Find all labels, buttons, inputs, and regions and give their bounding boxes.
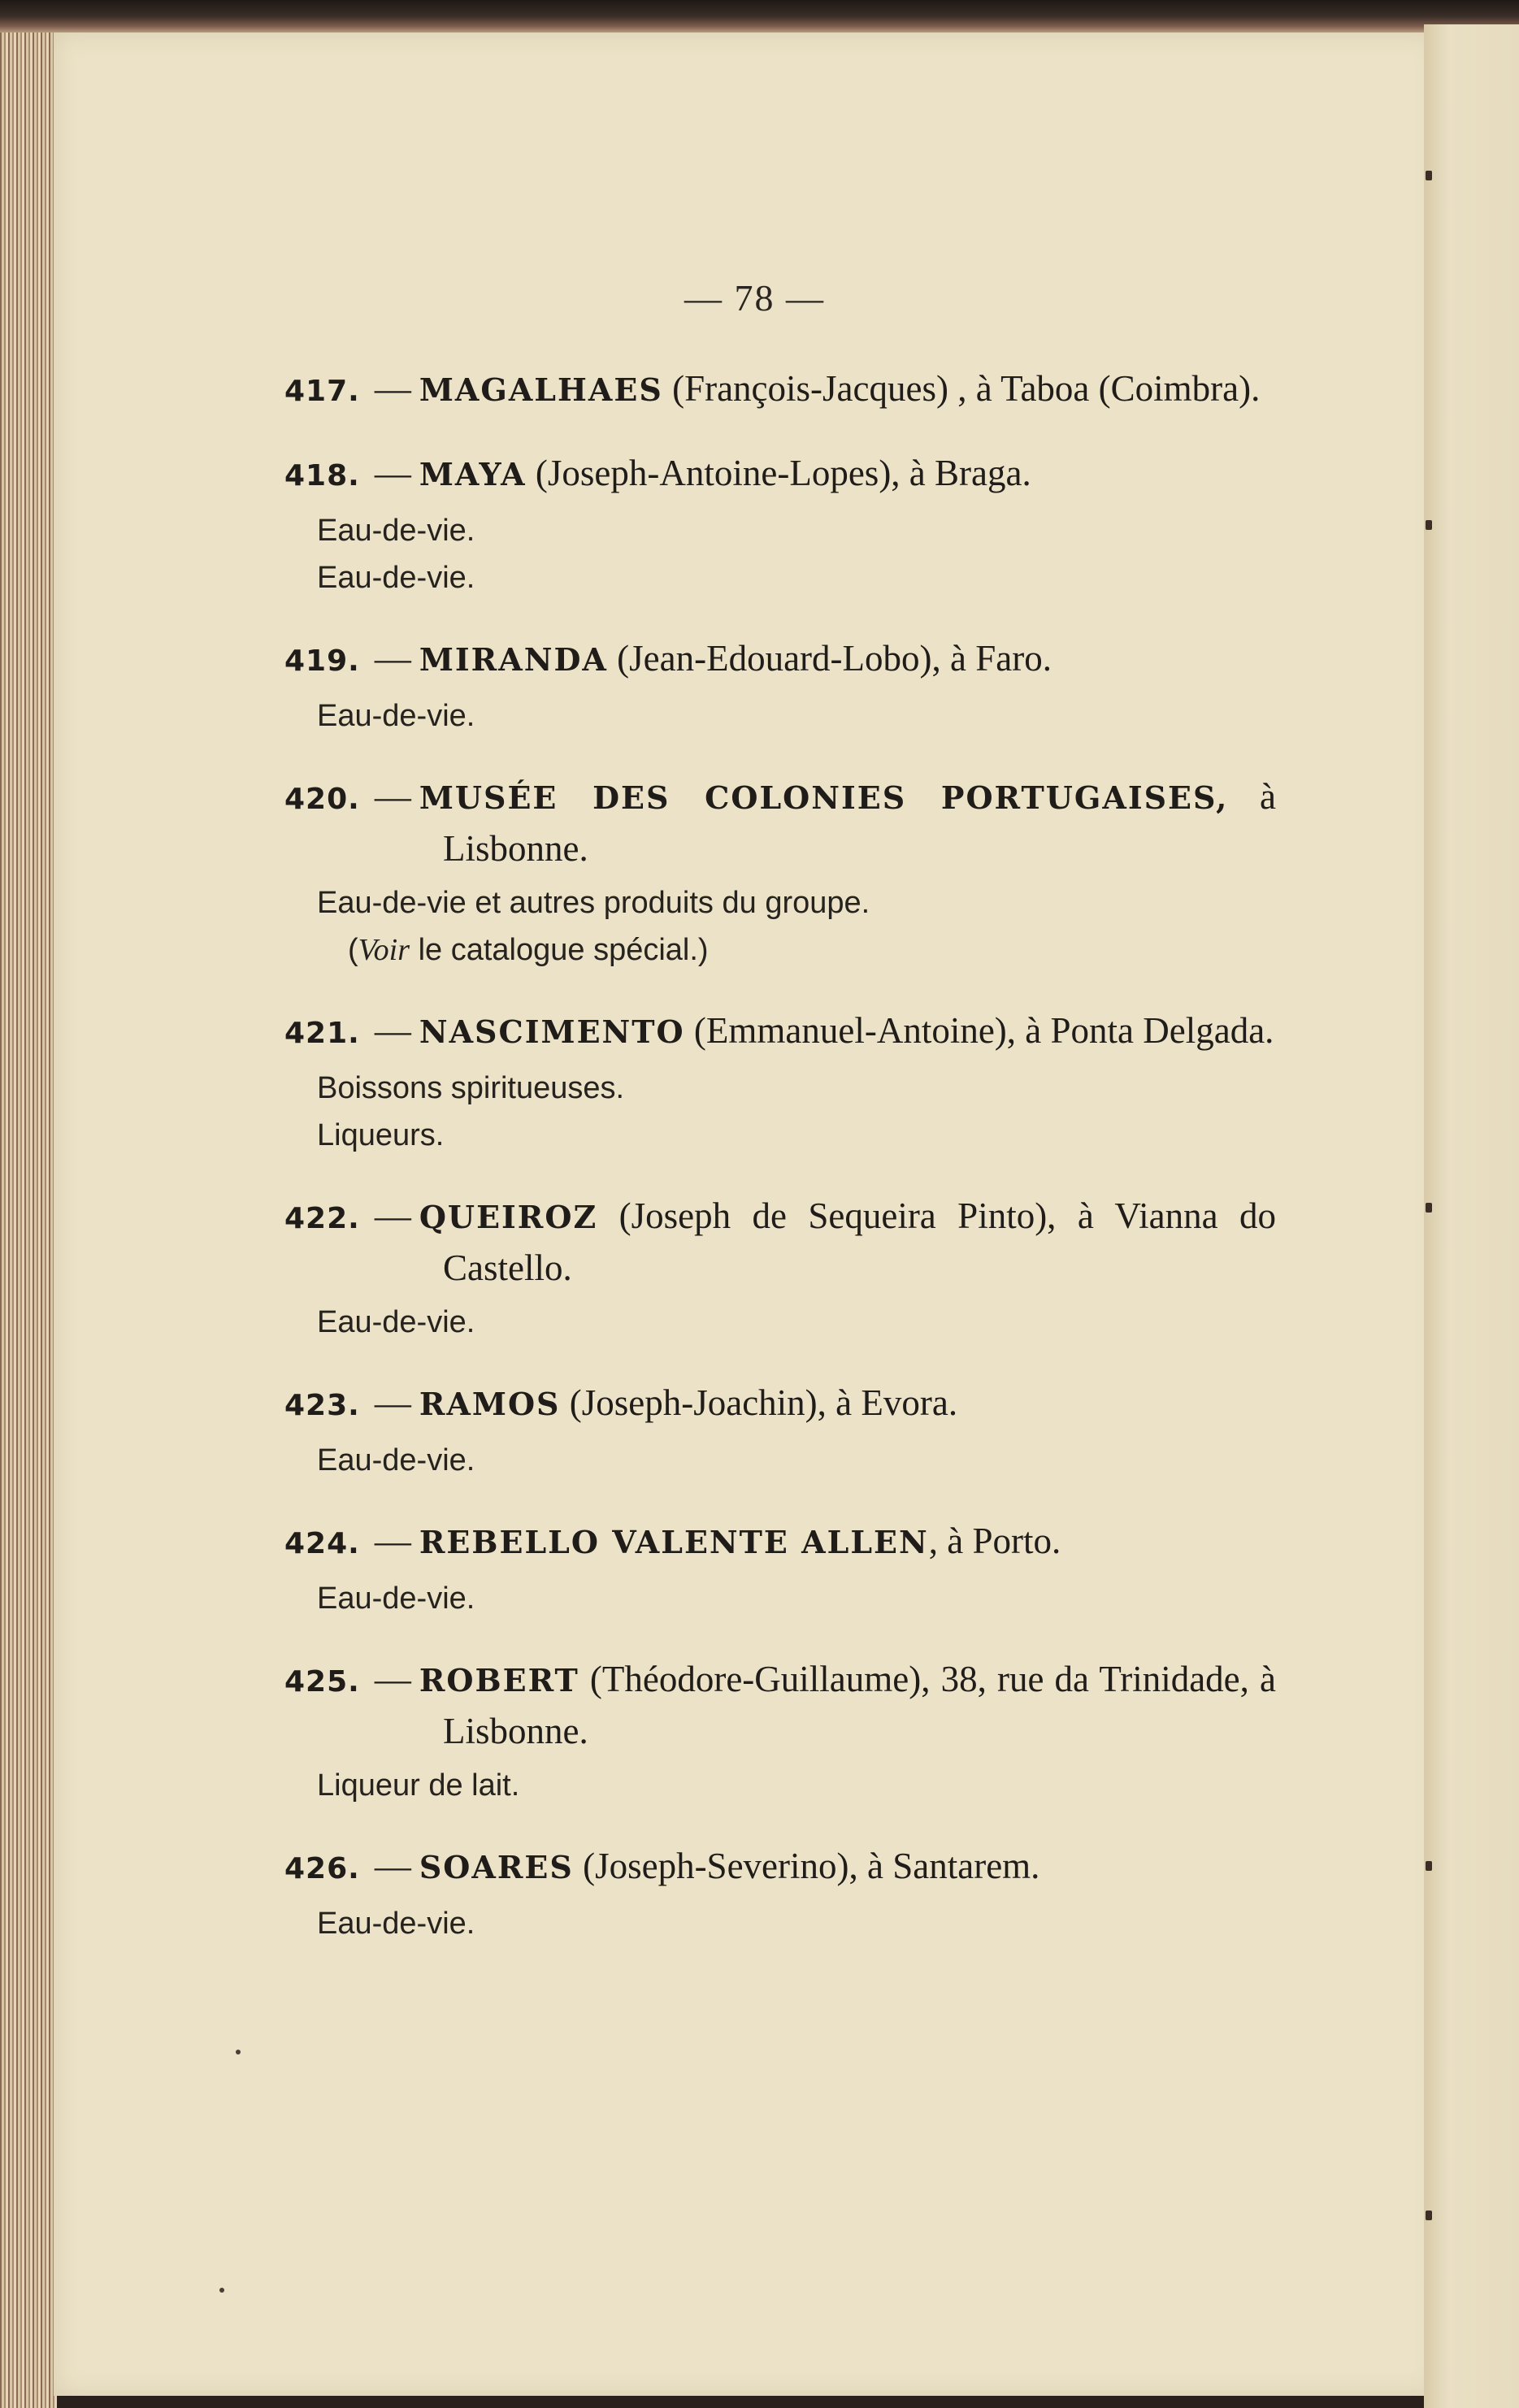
entry-number: 417.: [284, 375, 360, 408]
exhibitor-details: (Joseph-Antoine-Lopes), à Braga.: [526, 453, 1031, 493]
entry-417: [284, 364, 1276, 416]
exhibitor-name: ROBERT: [419, 1662, 579, 1699]
product-line: Liqueur de lait.: [317, 1768, 520, 1803]
entry-heading: 423. — RAMOS (Joseph-Joachin), à Evora.: [284, 1382, 958, 1423]
facing-page-edge: [1424, 24, 1519, 2408]
product-line: Eau-de-vie.: [317, 561, 475, 595]
entry-number: 420.: [284, 783, 360, 816]
entry-heading: 426. — SOARES (Joseph-Severino), à Santarem.: [284, 1846, 1040, 1886]
product-line: Eau-de-vie.: [317, 1443, 475, 1477]
ink-speck: [219, 2288, 224, 2293]
product-line: Eau-de-vie.: [317, 1581, 475, 1616]
entry-heading: 417. — MAGALHAES (François-Jacques) , à Taboa (Coimbra).: [284, 368, 1261, 409]
product-line: Eau-de-vie.: [317, 514, 475, 548]
exhibitor-details: (Joseph de Sequeira Pinto), à Vianna do Castello.: [443, 1195, 1276, 1288]
entry-425: [284, 1655, 1276, 1809]
entry-number: 425.: [284, 1665, 360, 1699]
entry-number: 419.: [284, 644, 360, 678]
entry-number: 422.: [284, 1202, 360, 1235]
entry-424: [284, 1516, 1276, 1622]
entry-list: [284, 364, 1276, 1980]
catalogue-note: (Voir le catalogue spécial.): [348, 933, 709, 967]
exhibitor-name: MAGALHAES: [419, 371, 663, 408]
product-line: Boissons spiritueuses.: [317, 1071, 625, 1105]
entry-number: 426.: [284, 1852, 360, 1885]
exhibitor-name: QUEIROZ: [419, 1199, 598, 1235]
entry-422: [284, 1191, 1276, 1346]
product-line: Eau-de-vie.: [317, 1907, 475, 1941]
entry-number: 418.: [284, 459, 360, 492]
product-line: Eau-de-vie.: [317, 1305, 475, 1339]
exhibitor-details: , à Porto.: [928, 1521, 1061, 1561]
voir-italic: Voir: [358, 933, 410, 967]
page-stack-edge: [0, 33, 57, 2408]
exhibitor-name: NASCIMENTO: [419, 1013, 685, 1050]
exhibitor-name: MAYA: [419, 456, 527, 492]
entry-number: 423.: [284, 1389, 360, 1422]
exhibitor-name: SOARES: [419, 1849, 574, 1885]
entry-420: [284, 772, 1276, 974]
exhibitor-details: (Théodore-Guillaume), 38, rue da Trinidade, à Lisbonne.: [443, 1659, 1276, 1751]
exhibitor-name: MUSÉE DES COLONIES PORTUGAISES,: [419, 779, 1229, 816]
entry-number: 424.: [284, 1527, 360, 1560]
entry-418: [284, 449, 1276, 601]
exhibitor-name: RAMOS: [419, 1386, 561, 1422]
entry-421: [284, 1006, 1276, 1159]
entry-heading: 418. — MAYA (Joseph-Antoine-Lopes), à Braga.: [284, 453, 1031, 493]
page-number: — 78 —: [684, 277, 825, 319]
entry-heading: 419. — MIRANDA (Jean-Edouard-Lobo), à Faro.: [284, 638, 1052, 679]
ink-speck: [236, 2050, 241, 2054]
entry-426: [284, 1842, 1276, 1947]
exhibitor-details: (François-Jacques) , à Taboa (Coimbra).: [662, 368, 1261, 409]
exhibitor-name: REBELLO VALENTE ALLEN: [419, 1524, 929, 1560]
entry-heading: 424. — REBELLO VALENTE ALLEN, à Porto.: [284, 1521, 1061, 1561]
entry-number: 421.: [284, 1017, 360, 1050]
entry-heading: 421. — NASCIMENTO (Emmanuel-Antoine), à Ponta Delgada.: [284, 1010, 1274, 1051]
entry-423: [284, 1378, 1276, 1484]
exhibitor-details: à Lisbonne.: [443, 776, 1277, 869]
entry-heading: 420. — MUSÉE DES COLONIES PORTUGAISES, à Lisbonne.: [284, 776, 1277, 869]
product-line: Liqueurs.: [317, 1118, 445, 1152]
product-line: Eau-de-vie et autres produits du groupe.: [317, 886, 870, 920]
exhibitor-name: MIRANDA: [419, 641, 608, 678]
exhibitor-details: (Joseph-Severino), à Santarem.: [573, 1846, 1040, 1886]
exhibitor-details: (Joseph-Joachin), à Evora.: [560, 1382, 958, 1423]
entry-heading: 422. — QUEIROZ (Joseph de Sequeira Pinto), à Vianna do Castello.: [284, 1195, 1276, 1288]
product-line: Eau-de-vie.: [317, 699, 475, 733]
entry-419: [284, 634, 1276, 740]
exhibitor-details: (Jean-Edouard-Lobo), à Faro.: [607, 638, 1052, 679]
entry-heading: 425. — ROBERT (Théodore-Guillaume), 38, rue da Trinidade, à Lisbonne.: [284, 1659, 1276, 1751]
exhibitor-details: (Emmanuel-Antoine), à Ponta Delgada.: [684, 1010, 1274, 1051]
